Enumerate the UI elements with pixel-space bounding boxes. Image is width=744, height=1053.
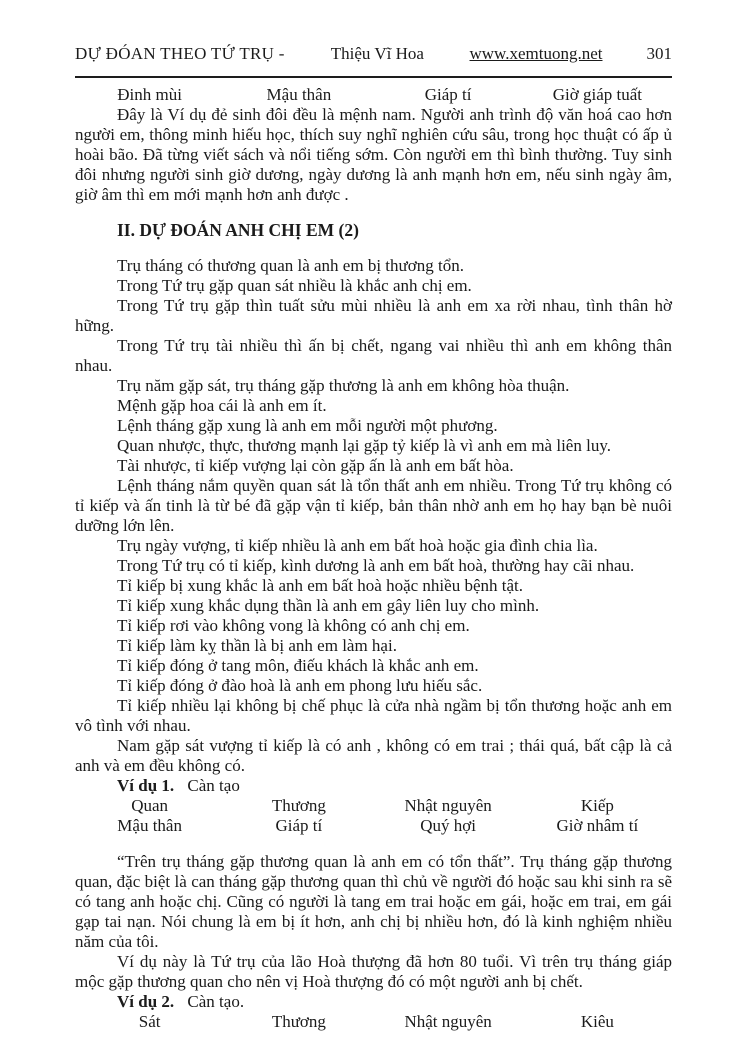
tengod-cell: Kiếp: [580, 796, 614, 815]
tengod-cell: Nhật nguyên: [404, 796, 492, 815]
pillar-cell: Mậu thân: [266, 85, 332, 104]
statement-line: Tỉ kiếp rơi vào không vong là không có anh chị em.: [117, 616, 470, 635]
example2-tengod-row: [75, 1012, 672, 1032]
example2-label-line: [75, 992, 672, 1012]
statement-line: Tỉ kiếp làm kỵ thần là bị anh em làm hại.: [117, 636, 397, 655]
statement-paragraph: Nam gặp sát vượng tỉ kiếp là có anh , không có em trai ; thái quá, bất cập là cả anh và em đều không có.: [75, 736, 672, 775]
statement-line: Trong Tứ trụ có tỉ kiếp, kình dương là anh em bất hoà, thường hay cãi nhau.: [117, 556, 635, 575]
statement-line: Trong Tứ trụ gặp quan sát nhiều là khắc anh chị em.: [117, 276, 472, 295]
section-heading: II. DỰ ĐOÁN ANH CHỊ EM (2): [117, 220, 359, 240]
statement-line: Trụ năm gặp sát, trụ tháng gặp thương là anh em không hòa thuận.: [117, 376, 570, 395]
example1-label: Ví dụ 1.: [117, 776, 175, 795]
example1-paragraph: “Trên trụ tháng gặp thương quan là anh em có tổn thất”. Trụ tháng gặp thương quan, đặc biệt là can tháng gặp thương quan thì chủ về người đó hoặc sau khi sinh ra sẽ có tang anh hoặc chị. Cũng có người là tang em trai hoặc em gái, hoặc em trai, em gái gạp tai nạn. Nói chung là em bị ít hơn, anh chị bị nhiều hơn, đó là kinh nghiệm nhiều năm của tôi.: [75, 852, 672, 951]
statement-line: Tỉ kiếp đóng ở đào hoà là anh em phong lưu hiếu sắc.: [117, 676, 483, 695]
statement-line: Lệnh tháng gặp xung là anh em mỗi người một phương.: [117, 416, 498, 435]
statement-line: Trụ ngày vượng, tỉ kiếp nhiều là anh em bất hoà hoặc gia đình chia lìa.: [117, 536, 598, 555]
statement-line: Tỉ kiếp đóng ở tang môn, điếu khách là khắc anh em.: [117, 656, 479, 675]
example1-tengod-row: [75, 796, 672, 816]
statement-line: Trụ tháng có thương quan là anh em bị thương tổn.: [117, 256, 464, 275]
header-rule: [75, 76, 672, 78]
tengod-cell: Quan: [131, 796, 169, 815]
example2-intro: Càn tạo.: [187, 992, 245, 1011]
statement-line: Trong Tứ trụ tài nhiều thì ấn bị chết, ngang vai nhiều thì anh em không thân nhau.: [75, 336, 672, 375]
tengod-cell: Thương: [271, 796, 326, 815]
example1-pillar-row: [75, 816, 672, 836]
tengod-cell: Nhật nguyên: [404, 1012, 492, 1031]
tengod-cell: Kiêu: [580, 1012, 614, 1031]
statement-line: Tài nhược, tỉ kiếp vượng lại còn gặp ấn là anh em bất hòa.: [117, 456, 514, 475]
pillar-cell: Giáp tí: [424, 85, 472, 104]
book-title: DỰ ĐÓAN THEO TỨ TRỤ -: [75, 44, 285, 63]
page-header: [75, 44, 672, 64]
statement-line: Quan nhược, thực, thương mạnh lại gặp tỷ kiếp là vì anh em mà liên luy.: [117, 436, 611, 455]
tengod-cell: Thương: [271, 1012, 326, 1031]
pillar-cell: Giáp tí: [275, 816, 323, 835]
pillar-row-top: [75, 85, 672, 105]
pillar-cell: Quý hợi: [420, 816, 476, 835]
website-url: www.xemtuong.net: [469, 44, 603, 63]
example1-label-line: [75, 776, 672, 796]
example1-intro: Càn tạo: [187, 776, 240, 795]
statement-paragraph: Tỉ kiếp nhiều lại không bị chế phục là cửa nhà ngầm bị tổn thương hoặc anh em vô tình với nhau.: [75, 696, 672, 735]
pillar-cell: Giờ giáp tuất: [552, 85, 642, 104]
pillar-cell: Mậu thân: [117, 816, 182, 835]
pillar-cell: Đinh mùi: [117, 85, 182, 104]
intro-paragraph: Đây là Ví dụ đẻ sinh đôi đều là mệnh nam. Người anh trình độ văn hoá cao hơn người em, thông minh hiếu học, thích suy nghĩ nghiên cứu sâu, trong học thuật có ấp ủ hoài bão. Đã từng viết sách và nổi tiếng sớm. Còn người em thì bình thường. Tuy sinh đôi nhưng người sinh giờ dương, ngày dương là anh mạnh hơn em, nếu sinh ngày âm, giờ âm thì em mới mạnh hơn anh được .: [75, 105, 672, 204]
pillar-cell: Giờ nhâm tí: [556, 816, 639, 835]
statement-line: Tỉ kiếp bị xung khắc là anh em bất hoà hoặc nhiều bệnh tật.: [117, 576, 523, 595]
author-name: Thiệu Vĩ Hoa: [330, 44, 424, 63]
page-number: 301: [646, 44, 672, 63]
statement-line: Mệnh gặp hoa cái là anh em ít.: [117, 396, 327, 415]
statement-paragraph: Lệnh tháng nắm quyền quan sát là tổn thất anh em nhiều. Trong Tứ trụ không có tỉ kiếp và ấn tinh là từ bé đã gặp vận tỉ kiếp, bản thân nhờ anh em họ hay bạn bè nuôi dưỡng lớn lên.: [75, 476, 672, 535]
statement-line: Tỉ kiếp xung khắc dụng thần là anh em gây liên luy cho mình.: [117, 596, 540, 615]
statement-line: Trong Tứ trụ gặp thìn tuất sửu mùi nhiều là anh em xa rời nhau, tình thân hờ hững.: [75, 296, 672, 335]
tengod-cell: Sát: [138, 1012, 161, 1031]
example1-paragraph: Ví dụ này là Tứ trụ của lão Hoà thượng đã hơn 80 tuổi. Vì trên trụ tháng giáp mộc gặp thương quan cho nên vị Hoà thượng đó có một người anh bị chết.: [75, 952, 672, 991]
example2-label: Ví dụ 2.: [117, 992, 175, 1011]
